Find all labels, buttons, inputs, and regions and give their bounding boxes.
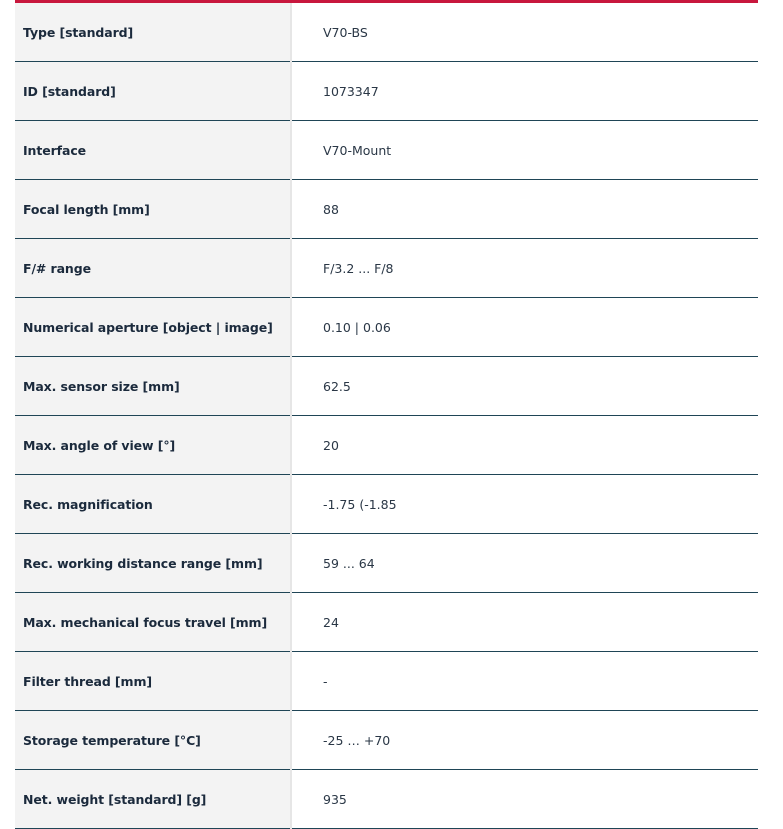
spec-value: - <box>291 652 758 711</box>
spec-value: V70-BS <box>291 3 758 62</box>
spec-label: Filter thread [mm] <box>15 652 291 711</box>
table-row <box>15 357 758 416</box>
spec-label: Net. weight [standard] [g] <box>15 770 291 829</box>
spec-value: 1073347 <box>291 62 758 121</box>
spec-value: 935 <box>291 770 758 829</box>
spec-label: Max. sensor size [mm] <box>15 357 291 416</box>
spec-label: Interface <box>15 121 291 180</box>
table-row <box>15 121 758 180</box>
table-row <box>15 298 758 357</box>
spec-value: -1.75 (-1.85 <box>291 475 758 534</box>
spec-value: 0.10 | 0.06 <box>291 298 758 357</box>
spec-table-container <box>15 0 758 829</box>
spec-label: Max. mechanical focus travel [mm] <box>15 593 291 652</box>
table-row <box>15 652 758 711</box>
table-row <box>15 475 758 534</box>
table-row <box>15 770 758 829</box>
spec-label: Max. angle of view [°] <box>15 416 291 475</box>
table-row <box>15 3 758 62</box>
spec-value: 62.5 <box>291 357 758 416</box>
table-row <box>15 239 758 298</box>
table-row <box>15 593 758 652</box>
spec-label: F/# range <box>15 239 291 298</box>
spec-label: Storage temperature [°C] <box>15 711 291 770</box>
spec-label: Rec. magnification <box>15 475 291 534</box>
spec-label: Type [standard] <box>15 3 291 62</box>
spec-value: 20 <box>291 416 758 475</box>
spec-value: -25 … +70 <box>291 711 758 770</box>
spec-label: Numerical aperture [object | image] <box>15 298 291 357</box>
table-row <box>15 180 758 239</box>
spec-value: V70-Mount <box>291 121 758 180</box>
table-row <box>15 711 758 770</box>
spec-value: 24 <box>291 593 758 652</box>
spec-label: Focal length [mm] <box>15 180 291 239</box>
spec-value: 88 <box>291 180 758 239</box>
table-row <box>15 62 758 121</box>
spec-table-body <box>15 3 758 829</box>
spec-label: ID [standard] <box>15 62 291 121</box>
spec-table <box>15 3 758 829</box>
table-row <box>15 534 758 593</box>
table-row <box>15 416 758 475</box>
spec-value: 59 ... 64 <box>291 534 758 593</box>
spec-label: Rec. working distance range [mm] <box>15 534 291 593</box>
spec-value: F/3.2 ... F/8 <box>291 239 758 298</box>
